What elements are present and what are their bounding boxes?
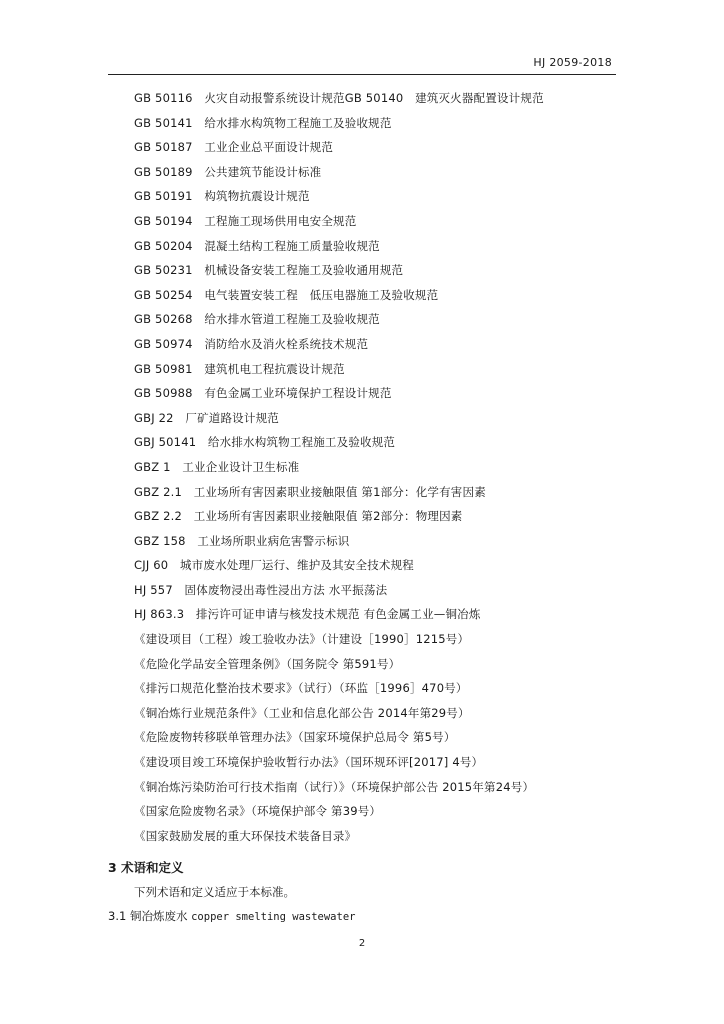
reference-item: 《铜冶炼污染防治可行技术指南（试行）》（环境保护部公告 2015年第24号） <box>134 779 535 794</box>
reference-item: 《排污口规范化整治技术要求》（试行）（环监［1996］470号） <box>134 681 468 696</box>
term-number: 3.1 <box>108 909 127 923</box>
reference-item: 《危险废物转移联单管理办法》（国家环境保护总局令 第5号） <box>134 730 456 745</box>
reference-item: GB 50189 公共建筑节能设计标准 <box>134 164 322 179</box>
reference-item: 《建设项目竣工环境保护验收暂行办法》（国环规环评[2017] 4号） <box>134 755 484 770</box>
term-definition-3-1 <box>108 904 355 928</box>
reference-item: GB 50204 混凝土结构工程施工质量验收规范 <box>134 238 380 253</box>
term-chinese: 铜冶炼废水 <box>129 909 188 923</box>
page-number: 2 <box>358 938 366 949</box>
reference-item: GBZ 158 工业场所职业病危害警示标识 <box>134 533 350 548</box>
term-english: copper smelting wastewater <box>191 911 356 923</box>
reference-item: 《危险化学品安全管理条例》（国务院令 第591号） <box>134 656 401 671</box>
reference-item: GBZ 2.1 工业场所有害因素职业接触限值 第1部分：化学有害因素 <box>134 484 486 499</box>
reference-item: GB 50187 工业企业总平面设计规范 <box>134 140 334 155</box>
header-divider <box>108 74 616 75</box>
section-intro-text: 下列术语和定义适应于本标准。 <box>134 885 295 899</box>
reference-item: GB 50974 消防给水及消火栓系统技术规范 <box>134 336 369 351</box>
reference-item: GB 50268 给水排水管道工程施工及验收规范 <box>134 312 380 327</box>
reference-item: GB 50141 给水排水构筑物工程施工及验收规范 <box>134 115 392 130</box>
reference-item: 《国家危险废物名录》（环境保护部令 第39号） <box>134 804 382 819</box>
reference-item: GB 50191 构筑物抗震设计规范 <box>134 189 310 204</box>
reference-item: HJ 863.3 排污许可证申请与核发技术规范 有色金属工业—铜冶炼 <box>134 607 481 622</box>
reference-item: CJJ 60 城市废水处理厂运行、维护及其安全技术规程 <box>134 558 414 573</box>
reference-item: GB 50981 建筑机电工程抗震设计规范 <box>134 361 345 376</box>
section-heading-terms: 3 术语和定义 <box>108 860 184 875</box>
reference-item: GBJ 50141 给水排水构筑物工程施工及验收规范 <box>134 435 396 450</box>
reference-item: GB 50194 工程施工现场供用电安全规范 <box>134 213 357 228</box>
reference-item: GBZ 1 工业企业设计卫生标准 <box>134 459 300 474</box>
reference-item: GB 50988 有色金属工业环境保护工程设计规范 <box>134 386 392 401</box>
normative-references-list <box>134 86 624 848</box>
reference-item: GB 50231 机械设备安装工程施工及验收通用规范 <box>134 263 404 278</box>
reference-item: 《建设项目（工程）竣工验收办法》（计建设［1990］1215号） <box>134 632 470 647</box>
reference-item: GB 50116 火灾自动报警系统设计规范GB 50140 建筑灭火器配置设计规范 <box>134 91 544 105</box>
reference-item: 《国家鼓励发展的重大环保技术装备目录》 <box>134 828 357 843</box>
reference-item: HJ 557 固体废物浸出毒性浸出方法 水平振荡法 <box>134 582 388 597</box>
reference-item: 《铜冶炼行业规范条件》（工业和信息化部公告 2014年第29号） <box>134 705 470 720</box>
document-code: HJ 2059-2018 <box>533 56 612 69</box>
reference-item: GB 50254 电气装置安装工程 低压电器施工及验收规范 <box>134 287 439 302</box>
reference-item: GBJ 22 厂矿道路设计规范 <box>134 410 279 425</box>
reference-item: GBZ 2.2 工业场所有害因素职业接触限值 第2部分：物理因素 <box>134 509 463 524</box>
